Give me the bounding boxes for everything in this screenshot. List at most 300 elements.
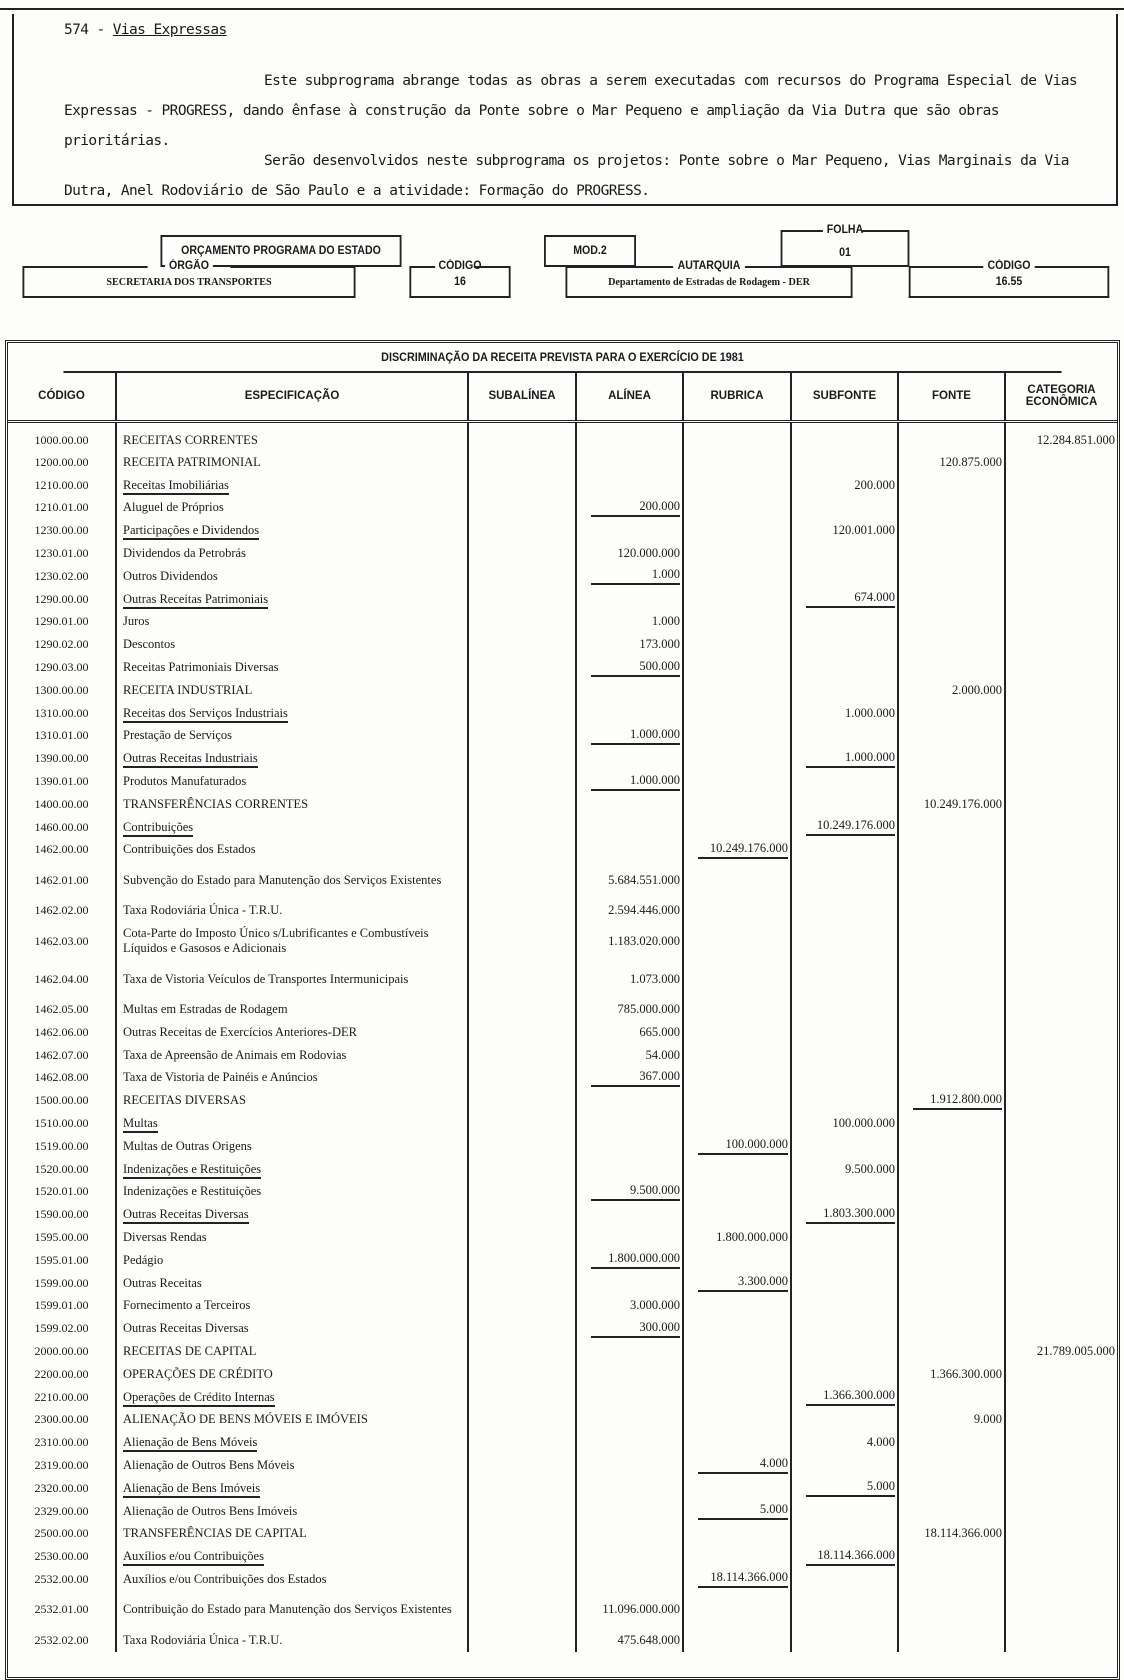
cell-subfonte xyxy=(791,998,898,1021)
cell-alinea xyxy=(576,451,683,474)
row-value: 4.000 xyxy=(698,1456,788,1474)
cell-subalinea xyxy=(468,839,576,862)
codigo-box xyxy=(409,260,510,298)
cell-subfonte xyxy=(791,1545,898,1568)
row-value: 1.803.300.000 xyxy=(806,1206,895,1224)
cell-subfonte xyxy=(791,922,898,960)
cell-subalinea xyxy=(468,1089,576,1112)
cell-alinea xyxy=(576,679,683,702)
cell-codigo xyxy=(8,1135,116,1158)
cell-codigo xyxy=(8,421,116,451)
cell-codigo xyxy=(8,679,116,702)
cell-alinea xyxy=(576,1340,683,1363)
row-code: 1310.00.00 xyxy=(34,705,89,720)
cell-rubrica xyxy=(683,725,791,748)
cell-subfonte xyxy=(791,1181,898,1204)
row-specification: Subvenção do Estado para Manutenção dos Serviços Existentes xyxy=(123,872,442,887)
row-value: 54.000 xyxy=(645,1047,680,1062)
cell-especificacao xyxy=(116,1226,468,1249)
cell-subfonte xyxy=(791,1272,898,1295)
row-code: 1500.00.00 xyxy=(34,1093,89,1108)
table-row xyxy=(8,922,1117,960)
table-row xyxy=(8,1591,1117,1629)
cell-fonte xyxy=(898,922,1005,960)
row-specification: Taxa Rodoviária Única - T.R.U. xyxy=(123,1632,283,1647)
table-row xyxy=(8,1021,1117,1044)
row-specification: Outras Receitas xyxy=(123,1275,202,1290)
row-specification: Outras Receitas Industriais xyxy=(123,751,258,768)
table-row xyxy=(8,1295,1117,1318)
program-title: 574 - Vias Expressas xyxy=(64,22,227,38)
row-code: 2310.00.00 xyxy=(34,1435,89,1450)
cell-codigo xyxy=(8,1203,116,1226)
cell-categoria-economica xyxy=(1005,1363,1117,1386)
row-specification: Multas em Estradas de Rodagem xyxy=(123,1002,288,1017)
cell-especificacao xyxy=(116,816,468,839)
column-header-especificacao: ESPECIFICAÇÃO xyxy=(116,373,468,421)
cell-especificacao xyxy=(116,1545,468,1568)
cell-subalinea xyxy=(468,497,576,520)
row-code: 1599.00.00 xyxy=(34,1275,89,1290)
row-code: 1230.01.00 xyxy=(34,546,89,561)
table-row xyxy=(8,1067,1117,1090)
cell-subfonte xyxy=(791,839,898,862)
row-value: 1.073.000 xyxy=(630,971,680,986)
cell-fonte xyxy=(898,1181,1005,1204)
table-row xyxy=(8,816,1117,839)
header-row xyxy=(8,373,1117,421)
table-row xyxy=(8,421,1117,451)
table-row xyxy=(8,861,1117,899)
cell-rubrica xyxy=(683,747,791,770)
cell-especificacao xyxy=(116,922,468,960)
cell-fonte xyxy=(898,725,1005,748)
cell-alinea xyxy=(576,725,683,748)
cell-fonte xyxy=(898,1477,1005,1500)
row-code: 1462.08.00 xyxy=(34,1070,89,1085)
row-value: 100.000.000 xyxy=(698,1137,788,1155)
row-specification: Taxa de Vistoria Veículos de Transportes Intermunicipais xyxy=(123,971,409,986)
cell-alinea xyxy=(576,1112,683,1135)
row-value: 21.789.005.000 xyxy=(1036,1343,1115,1358)
table-row xyxy=(8,725,1117,748)
row-value: 1.800.000.000 xyxy=(716,1230,788,1244)
cell-subalinea xyxy=(468,1477,576,1500)
cell-fonte xyxy=(898,588,1005,611)
row-specification: Outras Receitas Diversas xyxy=(123,1207,249,1224)
cell-subfonte xyxy=(791,1431,898,1454)
cell-alinea xyxy=(576,565,683,588)
cell-rubrica xyxy=(683,816,791,839)
cell-alinea xyxy=(576,702,683,725)
row-value: 12.284.851.000 xyxy=(1036,433,1115,448)
cell-subalinea xyxy=(468,542,576,565)
cell-rubrica xyxy=(683,1249,791,1272)
cell-codigo xyxy=(8,633,116,656)
row-specification: Multas xyxy=(123,1116,158,1133)
cell-rubrica xyxy=(683,421,791,451)
table-row xyxy=(8,1477,1117,1500)
cell-especificacao xyxy=(116,519,468,542)
cell-especificacao xyxy=(116,1477,468,1500)
cell-subfonte xyxy=(791,519,898,542)
row-value: 475.648.000 xyxy=(617,1632,680,1647)
cell-rubrica xyxy=(683,588,791,611)
table-row xyxy=(8,960,1117,998)
row-specification: TRANSFERÊNCIAS DE CAPITAL xyxy=(123,1526,307,1541)
cell-alinea xyxy=(576,1522,683,1545)
cell-subalinea xyxy=(468,679,576,702)
cell-codigo xyxy=(8,1317,116,1340)
cell-codigo xyxy=(8,1112,116,1135)
cell-especificacao xyxy=(116,474,468,497)
cell-subfonte xyxy=(791,1386,898,1409)
cell-especificacao xyxy=(116,1272,468,1295)
cell-rubrica xyxy=(683,702,791,725)
table-row xyxy=(8,1431,1117,1454)
cell-subfonte xyxy=(791,611,898,634)
cell-codigo xyxy=(8,451,116,474)
cell-subfonte xyxy=(791,1522,898,1545)
row-code: 1462.06.00 xyxy=(34,1024,89,1039)
cell-codigo xyxy=(8,588,116,611)
cell-especificacao xyxy=(116,1249,468,1272)
cell-fonte xyxy=(898,747,1005,770)
cell-subfonte xyxy=(791,861,898,899)
cell-codigo xyxy=(8,793,116,816)
row-code: 2300.00.00 xyxy=(34,1412,89,1427)
cell-subfonte xyxy=(791,747,898,770)
row-specification: ALIENAÇÃO DE BENS MÓVEIS E IMÓVEIS xyxy=(123,1412,368,1427)
cell-codigo xyxy=(8,1500,116,1523)
cell-alinea xyxy=(576,1363,683,1386)
cell-rubrica xyxy=(683,451,791,474)
table-row xyxy=(8,1500,1117,1523)
cell-especificacao xyxy=(116,899,468,922)
cell-especificacao xyxy=(116,793,468,816)
cell-alinea xyxy=(576,899,683,922)
cell-codigo xyxy=(8,542,116,565)
cell-subalinea xyxy=(468,1363,576,1386)
row-code: 1462.03.00 xyxy=(34,933,89,948)
row-code: 1599.01.00 xyxy=(34,1298,89,1313)
row-value: 1.183.020.000 xyxy=(608,933,680,948)
codigo-label: CÓDIGO xyxy=(435,260,485,272)
table-row xyxy=(8,656,1117,679)
cell-fonte xyxy=(898,793,1005,816)
row-code: 1290.01.00 xyxy=(34,614,89,629)
cell-especificacao xyxy=(116,1386,468,1409)
row-value: 1.000.000 xyxy=(591,773,680,791)
row-specification: Outras Receitas Patrimoniais xyxy=(123,592,268,609)
cell-subfonte xyxy=(791,679,898,702)
cell-subalinea xyxy=(468,1067,576,1090)
cell-codigo xyxy=(8,839,116,862)
cell-codigo xyxy=(8,998,116,1021)
row-code: 1462.04.00 xyxy=(34,971,89,986)
row-specification: Auxílios e/ou Contribuições xyxy=(123,1549,264,1566)
cell-especificacao xyxy=(116,611,468,634)
cell-especificacao xyxy=(116,1568,468,1591)
cell-categoria-economica xyxy=(1005,1203,1117,1226)
folha-label: FOLHA xyxy=(823,224,867,236)
cell-fonte xyxy=(898,1135,1005,1158)
cell-codigo xyxy=(8,1044,116,1067)
cell-alinea xyxy=(576,497,683,520)
cell-subalinea xyxy=(468,565,576,588)
cell-rubrica xyxy=(683,542,791,565)
cell-subfonte xyxy=(791,899,898,922)
cell-rubrica xyxy=(683,1135,791,1158)
cell-especificacao xyxy=(116,1135,468,1158)
row-value: 10.249.176.000 xyxy=(923,796,1002,811)
cell-rubrica xyxy=(683,1181,791,1204)
cell-fonte xyxy=(898,1021,1005,1044)
row-specification: Aluguel de Próprios xyxy=(123,500,224,515)
cell-rubrica xyxy=(683,1158,791,1181)
cell-rubrica xyxy=(683,1340,791,1363)
cell-categoria-economica xyxy=(1005,816,1117,839)
cell-subalinea xyxy=(468,1629,576,1652)
cell-subfonte xyxy=(791,960,898,998)
column-header-categoria-economica: CATEGORIA ECONÔMICA xyxy=(1005,373,1117,421)
table-row xyxy=(8,1522,1117,1545)
row-specification: Taxa Rodoviária Única - T.R.U. xyxy=(123,903,283,918)
cell-categoria-economica xyxy=(1005,611,1117,634)
row-specification: OPERAÇÕES DE CRÉDITO xyxy=(123,1366,273,1381)
cell-subalinea xyxy=(468,1340,576,1363)
row-code: 1290.02.00 xyxy=(34,637,89,652)
cell-codigo xyxy=(8,474,116,497)
cell-especificacao xyxy=(116,1363,468,1386)
row-code: 1599.02.00 xyxy=(34,1321,89,1336)
cell-fonte xyxy=(898,656,1005,679)
cell-codigo xyxy=(8,1568,116,1591)
cell-rubrica xyxy=(683,1408,791,1431)
cell-alinea xyxy=(576,542,683,565)
cell-categoria-economica xyxy=(1005,1386,1117,1409)
table-row xyxy=(8,1568,1117,1591)
cell-subalinea xyxy=(468,451,576,474)
cell-codigo xyxy=(8,702,116,725)
cell-alinea xyxy=(576,1568,683,1591)
cell-alinea xyxy=(576,1454,683,1477)
cell-subfonte xyxy=(791,1158,898,1181)
cell-categoria-economica xyxy=(1005,747,1117,770)
cell-subfonte xyxy=(791,1500,898,1523)
codigo2-box xyxy=(909,260,1110,298)
row-code: 1000.00.00 xyxy=(34,433,89,448)
cell-especificacao xyxy=(116,1454,468,1477)
cell-subfonte xyxy=(791,702,898,725)
cell-codigo xyxy=(8,725,116,748)
row-specification: Alienação de Bens Imóveis xyxy=(123,1481,260,1498)
row-code: 1595.00.00 xyxy=(34,1230,89,1244)
row-specification: RECEITA INDUSTRIAL xyxy=(123,682,253,697)
cell-categoria-economica xyxy=(1005,1408,1117,1431)
row-code: 1520.00.00 xyxy=(34,1161,89,1176)
table-row xyxy=(8,1545,1117,1568)
cell-categoria-economica xyxy=(1005,633,1117,656)
cell-alinea xyxy=(576,1021,683,1044)
cell-fonte xyxy=(898,1522,1005,1545)
cell-fonte xyxy=(898,1067,1005,1090)
cell-categoria-economica xyxy=(1005,1044,1117,1067)
cell-rubrica xyxy=(683,1226,791,1249)
cell-categoria-economica xyxy=(1005,474,1117,497)
cell-codigo xyxy=(8,816,116,839)
cell-alinea xyxy=(576,1272,683,1295)
cell-subfonte xyxy=(791,1044,898,1067)
table-title: DISCRIMINAÇÃO DA RECEITA PREVISTA PARA O EXERCÍCIO DE 1981 xyxy=(63,343,1061,373)
table-row xyxy=(8,998,1117,1021)
row-specification: Operações de Crédito Internas xyxy=(123,1390,275,1407)
cell-rubrica xyxy=(683,1272,791,1295)
row-specification: Participações e Dividendos xyxy=(123,523,259,540)
row-specification: RECEITAS CORRENTES xyxy=(123,433,258,448)
cell-alinea xyxy=(576,1249,683,1272)
cell-rubrica xyxy=(683,1021,791,1044)
cell-especificacao xyxy=(116,770,468,793)
column-header-fonte: FONTE xyxy=(898,373,1005,421)
cell-alinea xyxy=(576,1067,683,1090)
cell-codigo xyxy=(8,1591,116,1629)
cell-fonte xyxy=(898,1089,1005,1112)
cell-especificacao xyxy=(116,960,468,998)
cell-subfonte xyxy=(791,770,898,793)
cell-codigo xyxy=(8,497,116,520)
cell-codigo xyxy=(8,1272,116,1295)
table-row xyxy=(8,1317,1117,1340)
row-value: 1.000.000 xyxy=(845,705,895,720)
cell-fonte xyxy=(898,1340,1005,1363)
cell-categoria-economica xyxy=(1005,793,1117,816)
row-value: 173.000 xyxy=(639,637,680,652)
cell-especificacao xyxy=(116,451,468,474)
row-code: 1210.00.00 xyxy=(34,477,89,492)
cell-codigo xyxy=(8,1408,116,1431)
cell-subfonte xyxy=(791,633,898,656)
row-value: 9.500.000 xyxy=(845,1161,895,1176)
cell-subalinea xyxy=(468,793,576,816)
mod-label: MOD.2 xyxy=(573,245,607,257)
row-value: 120.000.000 xyxy=(617,546,680,561)
cell-subalinea xyxy=(468,998,576,1021)
cell-subfonte xyxy=(791,1021,898,1044)
cell-categoria-economica xyxy=(1005,1089,1117,1112)
cell-subfonte xyxy=(791,1135,898,1158)
cell-fonte xyxy=(898,1386,1005,1409)
cell-especificacao xyxy=(116,1295,468,1318)
cell-fonte xyxy=(898,960,1005,998)
cell-especificacao xyxy=(116,497,468,520)
cell-especificacao xyxy=(116,747,468,770)
cell-categoria-economica xyxy=(1005,1272,1117,1295)
cell-subalinea xyxy=(468,611,576,634)
cell-categoria-economica xyxy=(1005,1545,1117,1568)
row-value: 100.000.000 xyxy=(832,1116,895,1131)
cell-rubrica xyxy=(683,770,791,793)
row-specification: Taxa de Apreensão de Animais em Rodovias xyxy=(123,1047,347,1062)
cell-codigo xyxy=(8,611,116,634)
cell-subfonte xyxy=(791,1408,898,1431)
cell-categoria-economica xyxy=(1005,1629,1117,1652)
cell-codigo xyxy=(8,565,116,588)
program-description xyxy=(12,14,1118,206)
cell-subalinea xyxy=(468,1226,576,1249)
cell-subalinea xyxy=(468,421,576,451)
row-specification: Fornecimento a Terceiros xyxy=(123,1298,251,1313)
autarquia-label: AUTARQUIA xyxy=(674,260,744,272)
table-row xyxy=(8,839,1117,862)
row-code: 2000.00.00 xyxy=(34,1343,89,1358)
row-value: 10.249.176.000 xyxy=(698,841,788,859)
row-specification: Cota-Parte do Imposto Único s/Lubrificantes e Combustíveis Líquidos e Gasosos e Adicionais xyxy=(123,926,429,956)
cell-categoria-economica xyxy=(1005,542,1117,565)
table-row xyxy=(8,474,1117,497)
cell-especificacao xyxy=(116,1629,468,1652)
cell-fonte xyxy=(898,542,1005,565)
cell-rubrica xyxy=(683,1500,791,1523)
table-row xyxy=(8,1181,1117,1204)
row-code: 1200.00.00 xyxy=(34,454,89,469)
row-specification: Multas de Outras Origens xyxy=(123,1138,252,1153)
cell-categoria-economica xyxy=(1005,1021,1117,1044)
cell-especificacao xyxy=(116,1522,468,1545)
cell-fonte xyxy=(898,451,1005,474)
table-row xyxy=(8,1272,1117,1295)
row-value: 3.300.000 xyxy=(698,1274,788,1292)
cell-especificacao xyxy=(116,1317,468,1340)
cell-codigo xyxy=(8,1295,116,1318)
cell-fonte xyxy=(898,1272,1005,1295)
cell-fonte xyxy=(898,1249,1005,1272)
row-value: 665.000 xyxy=(639,1024,680,1039)
cell-fonte xyxy=(898,1431,1005,1454)
cell-categoria-economica xyxy=(1005,1431,1117,1454)
cell-subalinea xyxy=(468,1181,576,1204)
cell-fonte xyxy=(898,519,1005,542)
cell-subalinea xyxy=(468,1408,576,1431)
cell-rubrica xyxy=(683,1591,791,1629)
codigo2-label: CÓDIGO xyxy=(984,260,1034,272)
cell-codigo xyxy=(8,1067,116,1090)
row-specification: Receitas Imobiliárias xyxy=(123,478,229,495)
cell-categoria-economica xyxy=(1005,702,1117,725)
cell-categoria-economica xyxy=(1005,1477,1117,1500)
column-header-codigo: CÓDIGO xyxy=(8,373,116,421)
row-code: 2210.00.00 xyxy=(34,1389,89,1404)
cell-categoria-economica xyxy=(1005,1226,1117,1249)
cell-subalinea xyxy=(468,1249,576,1272)
cell-subalinea xyxy=(468,1386,576,1409)
codigo2-value: 16.55 xyxy=(995,276,1023,288)
row-code: 2320.00.00 xyxy=(34,1480,89,1495)
cell-alinea xyxy=(576,839,683,862)
row-value: 120.001.000 xyxy=(832,523,895,538)
cell-subalinea xyxy=(468,588,576,611)
cell-especificacao xyxy=(116,998,468,1021)
cell-especificacao xyxy=(116,679,468,702)
cell-fonte xyxy=(898,497,1005,520)
cell-especificacao xyxy=(116,1591,468,1629)
cell-subfonte xyxy=(791,725,898,748)
cell-rubrica xyxy=(683,998,791,1021)
orgao-label: ÓRGÃO xyxy=(165,260,212,272)
row-value: 300.000 xyxy=(591,1320,680,1338)
table-row xyxy=(8,611,1117,634)
cell-alinea xyxy=(576,1386,683,1409)
